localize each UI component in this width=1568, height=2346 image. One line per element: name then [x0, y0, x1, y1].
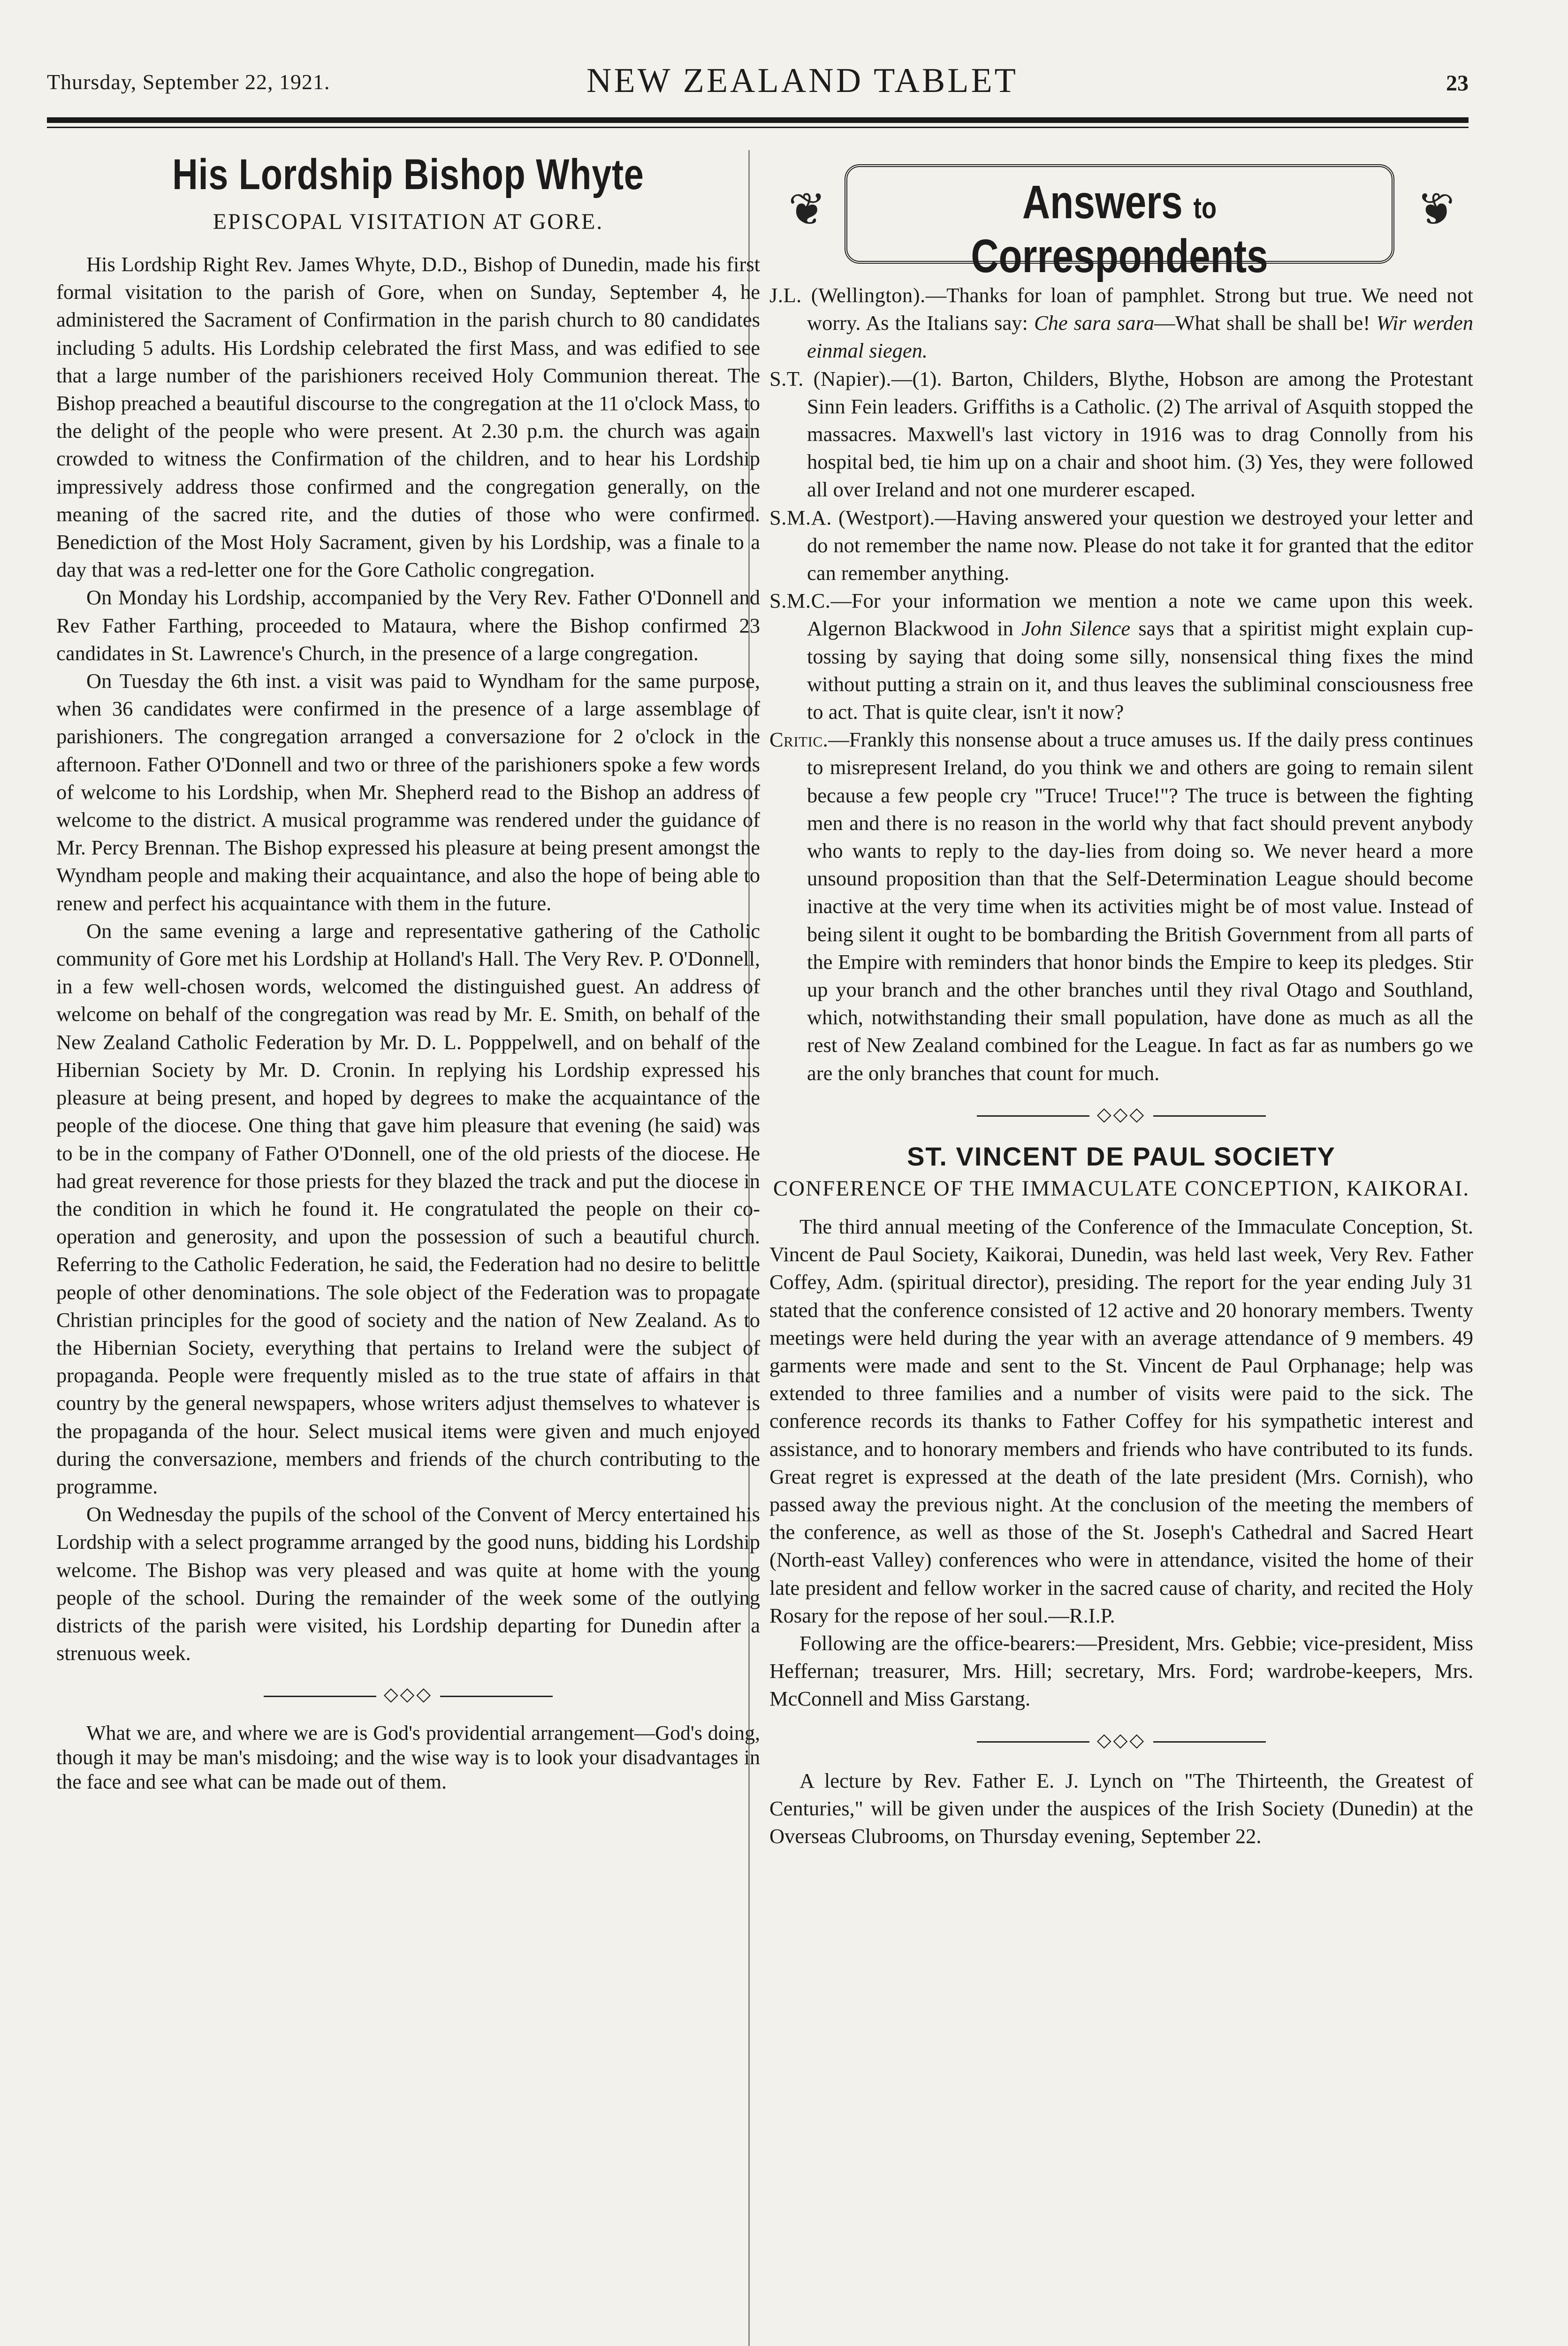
- left-column: [56, 150, 760, 1794]
- answer-item: S.T. (Napier).—(1). Barton, Childers, Blythe, Hobson are among the Protestant Sinn Fein leaders. Griffiths is a Catholic. (2) The arrival of Asquith stopped the massacres. Maxwell's last victory in 1916 was to drag Connolly from his hospital bed, tie him up on a chair and shoot him. (3) Yes, they were followed all over Ireland and not one murderer escaped.: [769, 366, 1473, 502]
- article-title: His Lordship Bishop Whyte: [172, 151, 644, 198]
- svdp-paragraph: The third annual meeting of the Conference of the Immaculate Conception, St. Vincent de Paul Society, Kaikorai, Dunedin, was held last week, Very Rev. Father Coffey, Adm. (spiritual director), presiding. The report for the year ending July 31 stated that the conference consisted of 12 active and 20 honorary members. Twenty meetings were held during the year with an average attendance of 9 members. 49 garments were made and sent to the St. Vincent de Paul Orphanage; help was extended to three families and a number of visits were paid to the sick. The conference records its thanks to Father Coffey for his sympathetic interest and assistance, and to honorary members and friends who have contributed to its funds. Great regret is expressed at the death of the late president (Mrs. Cornish), who passed away the previous night. At the conclusion of the meeting the members of the conference, as well as those of the St. Joseph's Cathedral and Sacred Heart (North-east Valley) conferences who were in attendance, visited the home of their late president and fellow worker in the sacred cause of charity, and recited the Holy Rosary for the repose of her soul.—R.I.P.: [769, 1214, 1473, 1627]
- svdp-paragraph: Following are the office-bearers:—President, Mrs. Gebbie; vice-president, Miss Heffernan; treasurer, Mrs. Hill; secretary, Mrs. Ford; wardrobe-keepers, Mrs. McConnell and Miss Garstang.: [769, 1631, 1473, 1711]
- quote-paragraph: What we are, and where we are is God's providential arrangement—God's doing, though it may be man's misdoing; and the wise way is to look your disadvantages in the face and see what can be made out of them.: [56, 1721, 760, 1794]
- article-paragraph: On Monday his Lordship, accompanied by the Very Rev. Father O'Donnell and Rev Father Farthing, proceeded to Mataura, where the Bishop confirmed 23 candidates in St. Lawrence's Church, in the presence of a large congregation.: [56, 586, 760, 665]
- article-paragraph: His Lordship Right Rev. James Whyte, D.D., Bishop of Dunedin, made his first formal visitation to the parish of Gore, when on Sunday, September 4, he administered the Sacrament of Confirmation in the parish church to 80 candidates including 5 adults. His Lordship celebrated the first Mass, and was edified to see that a large number of the parishioners received Holy Communion thereat. The Bishop preached a beautiful discourse to the congregation at the 11 o'clock Mass, to the delight of the people who were present. At 2.30 p.m. the church was again crowded to witness the Confirmation of the children, and to hear his Lordship impressively address those confirmed and the congregation generally, on the meaning of the sacred rite, and the duties of those who were confirmed. Benediction of the Most Holy Sacrament, given by his Lordship, was a finale to a day that was a red-letter one for the Gore Catholic congregation.: [56, 252, 760, 582]
- answer-item: S.M.A. (Westport).—Having answered your question we destroyed your letter and do not remember the name now. Please do not take it for granted that the editor can remember anything.: [769, 505, 1473, 585]
- article-paragraph: On the same evening a large and representative gathering of the Catholic community of Gore met his Lordship at Holland's Hall. The Very Rev. P. O'Donnell, in a few well-chosen words, welcomed the distinguished guest. An address of welcome on behalf of the congregation was read by Mr. E. Smith, on behalf of the New Zealand Catholic Federation by Mr. D. L. Popppelwell, and on behalf of the Hibernian Society by Mr. D. Cronin. In replying his Lordship expressed his pleasure at being present, and hoped by degrees to make the acquaintance of the people of the diocese. One thing that gave him pleasure that evening (he said) was to be in the company of Father O'Donnell, one of the old priests of the diocese. He had great reverence for those priests for they blazed the track and put the diocese in the condition in which he found it. He congratulated the people on their co-operation and generosity, and upon the possession of such a beautiful church. Referring to the Catholic Federation, he said, the Federation had no desire to belittle people of other denominations. The sole object of the Federation was to propagate Christian principles for the good of society and the nation of New Zealand. As to the Hibernian Society, everything that pertains to Ireland were the subject of propaganda. People were frequently misled as to the true state of affairs in that country by the general newspapers, whose writers adjust themselves to whatever is the propaganda of the hour. Select musical items were given and much enjoyed during the conversazione, members and friends of the church contributing to the programme.: [56, 919, 760, 1498]
- page-number: 23: [1446, 71, 1469, 96]
- answers-header-box: [769, 150, 1473, 282]
- lecture-notice: A lecture by Rev. Father E. J. Lynch on "The Thirteenth, the Greatest of Centuries," will be given under the auspices of the Irish Society (Dunedin) at the Overseas Clubrooms, on Thursday evening, September 22.: [769, 1768, 1473, 1848]
- section-ornament: ◇◇◇: [769, 1103, 1473, 1125]
- masthead: [47, 56, 1469, 108]
- scroll-ornament-icon: ❦: [788, 184, 826, 235]
- section-ornament: ◇◇◇: [769, 1729, 1473, 1751]
- answer-item: J.L. (Wellington).—Thanks for loan of pamphlet. Strong but true. We need not worry. As the Italians say: Che sara sara—What shall be shall be! Wir werden einmal siegen.: [769, 283, 1474, 363]
- svdp-title: ST. VINCENT DE PAUL SOCIETY: [907, 1141, 1336, 1171]
- right-column: [769, 150, 1473, 1850]
- article-paragraph: On Tuesday the 6th inst. a visit was paid to Wyndham for the same purpose, when 36 candidates were confirmed in the presence of a large assemblage of parishioners. The congregation arranged a conversazione for 2 o'clock in the afternoon. Father O'Donnell and two or three of the parishioners spoke a few words of welcome to his Lordship, when Mr. Shepherd read to the Bishop an address of welcome to the district. A musical programme was rendered under the guidance of Mr. Percy Brennan. The Bishop expressed his pleasure at being present amongst the Wyndham people and making their acquaintance, and also the hope of being able to renew and perfect his acquaintance with them in the future.: [56, 669, 760, 915]
- answers-title: Answers to Correspondents: [971, 176, 1268, 282]
- issue-date: Thursday, September 22, 1921.: [47, 70, 330, 94]
- masthead-rule: [47, 117, 1469, 123]
- article-paragraph: On Wednesday the pupils of the school of the Convent of Mercy entertained his Lordship with a select programme arranged by the good nuns, bidding his Lordship welcome. The Bishop was very pleased and was quite at home with the young people of the school. During the remainder of the week some of the outlying districts of the parish were visited, his Lordship departing for Dunedin after a strenuous week.: [56, 1502, 760, 1665]
- answer-item: Critic.—Frankly this nonsense about a truce amuses us. If the daily press continues to misrepresent Ireland, do you think we and others are going to remain silent because a few people cry "Truce! Truce!"? The truce is between the fighting men and there is no reason in the world why that fact should prevent anybody who wants to reply to the day-lies from doing so. We never heard a more unsound proposition than that the Self-Determination League should become inactive at the very time when its activities might be of most value. Instead of being silent it ought to be bombarding the British Government from all parts of the Empire with reminders that honor binds the Empire to keep its pledges. Stir up your branch and the other branches until they rival Otago and Southland, which, notwithstanding their small population, have done as much as all the rest of New Zealand combined for the League. In fact as far as numbers go we are the only branches that count for much.: [769, 728, 1473, 1085]
- answer-item: S.M.C.—For your information we mention a note we came upon this week. Algernon Blackwood in John Silence says that a spiritist might explain cup-tossing by saying that doing some silly, nonsensical thing fixes the mind without putting a strain on it, and thus leaves the subliminal consciousness free to act. That is quite clear, isn't it now?: [769, 589, 1474, 724]
- section-ornament: ◇◇◇: [56, 1683, 760, 1705]
- publication-title: NEW ZEALAND TABLET: [586, 61, 1018, 100]
- scroll-ornament-icon: ❦: [1416, 184, 1454, 235]
- article-subtitle: EPISCOPAL VISITATION AT GORE.: [213, 209, 604, 234]
- masthead-rule-thin: [47, 127, 1469, 128]
- svdp-subtitle: CONFERENCE OF THE IMMACULATE CONCEPTION, KAIKORAI.: [773, 1176, 1470, 1201]
